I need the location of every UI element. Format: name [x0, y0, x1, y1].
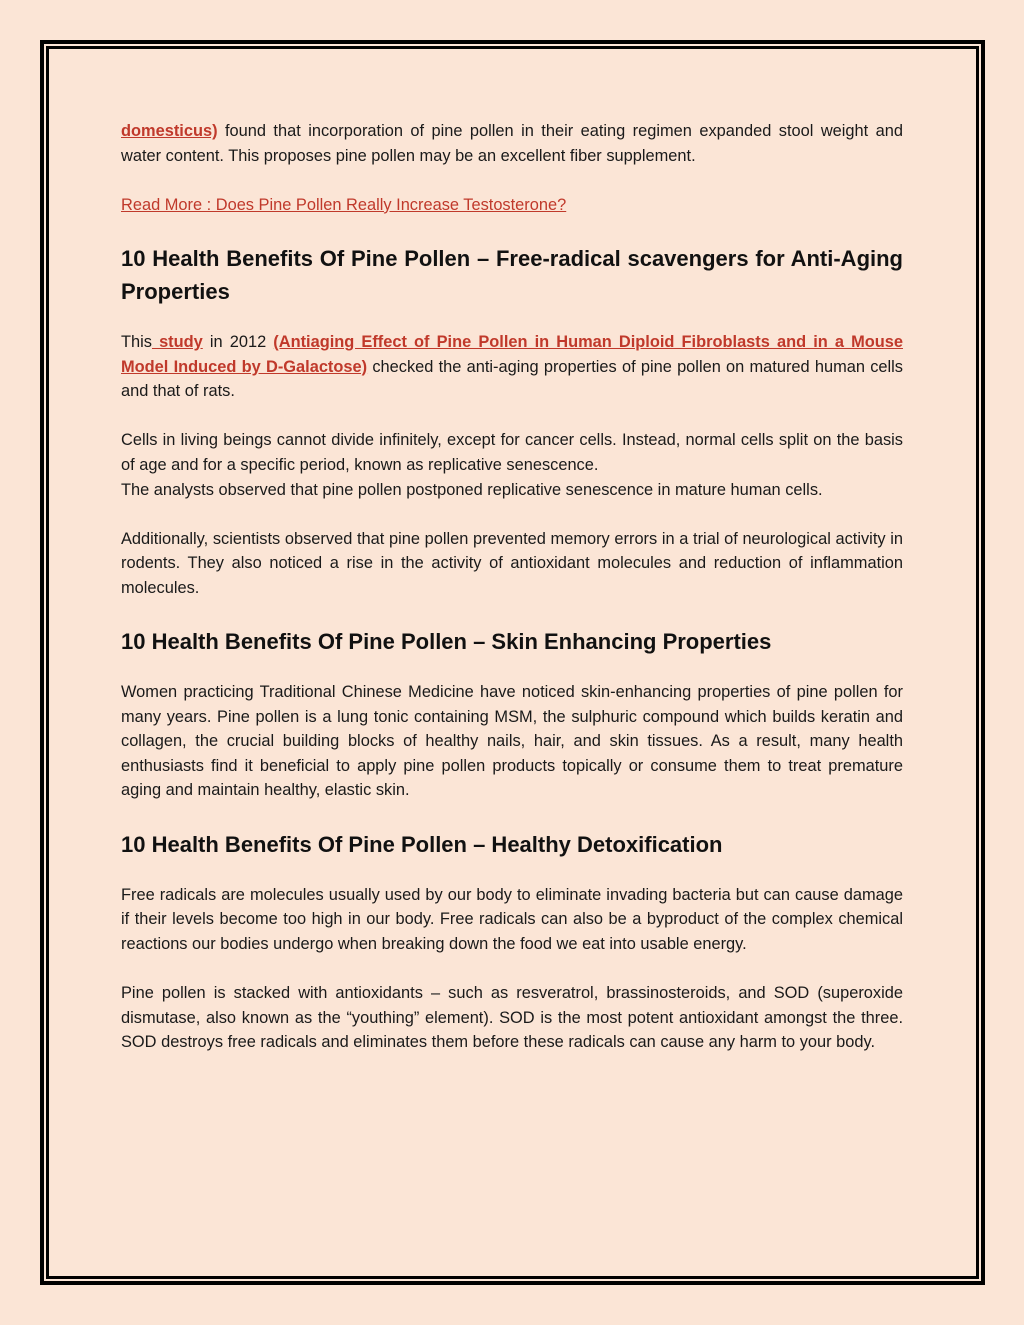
paragraph-skin: Women practicing Traditional Chinese Medicine have noticed skin-enhancing properties of pine pollen for many years. Pine pollen is a lung tonic containing MSM, the sulphuric compound which builds keratin and collagen, the crucial building blocks of healthy nails, hair, and skin tissues. As a result, many health enthusiasts find it beneficial to apply pine pollen products topically or consume them to treat premature aging and maintain healthy, elastic skin.: [121, 683, 903, 800]
heading-skin: 10 Health Benefits Of Pine Pollen – Skin Enhancing Properties: [121, 629, 772, 655]
read-more-link[interactable]: Read More : Does Pine Pollen Really Increase Testosterone?: [121, 195, 567, 214]
read-more: [121, 193, 903, 218]
paragraph-cells: Cells in living beings cannot divide infinitely, except for cancer cells. Instead, normal cells split on the basis of age and for a specific period, known as replicative senescence.: [121, 431, 903, 474]
link-domesticus[interactable]: domesticus): [121, 122, 218, 140]
heading-detox: 10 Health Benefits Of Pine Pollen – Healthy Detoxification: [121, 831, 723, 857]
paragraph-analysts: The analysts observed that pine pollen postponed replicative senescence in mature human cells.: [121, 480, 823, 499]
heading-anti-aging: 10 Health Benefits Of Pine Pollen – Free-radical scavengers for Anti-Aging Properties: [121, 245, 903, 304]
paragraph-antioxidants: Pine pollen is stacked with antioxidants – such as resveratrol, brassinosteroids, and SOD (superoxide dismutase, also known as the “youthing” element). SOD is the most potent antioxidant amongst the three. SOD destroys free radicals and eliminates them before these radicals can cause any harm to your body.: [121, 984, 903, 1052]
link-study[interactable]: study: [151, 332, 203, 351]
paragraph-free-radicals: Free radicals are molecules usually used by our body to eliminate invading bacteria but can cause damage if their levels become too high in our body. Free radicals can also be a byproduct of the complex chemical reactions our bodies undergo when breaking down the food we eat into usable energy.: [121, 885, 903, 953]
article-body: [121, 119, 903, 1079]
paragraph-memory: Additionally, scientists observed that pine pollen prevented memory errors in a trial of neurological activity in rodents. They also noticed a rise in the activity of antioxidant molecules and reduction of inflammation molecules.: [121, 529, 903, 597]
link-antiaging-paper[interactable]: (Antiaging Effect of Pine Pollen in Human Diploid Fibroblasts and in a Mouse Model Induced by D-Galactose): [121, 332, 903, 376]
paragraph-fiber: domesticus) found that incorporation of pine pollen in their eating regimen expanded stool weight and water content. This proposes pine pollen may be an excellent fiber supplement.: [121, 122, 903, 165]
paragraph-study: This study in 2012 (Antiaging Effect of Pine Pollen in Human Diploid Fibroblasts and in a Mouse Model Induced by D-Galactose) checked the anti-aging properties of pine pollen on matured human cells and that of rats.: [121, 332, 903, 401]
